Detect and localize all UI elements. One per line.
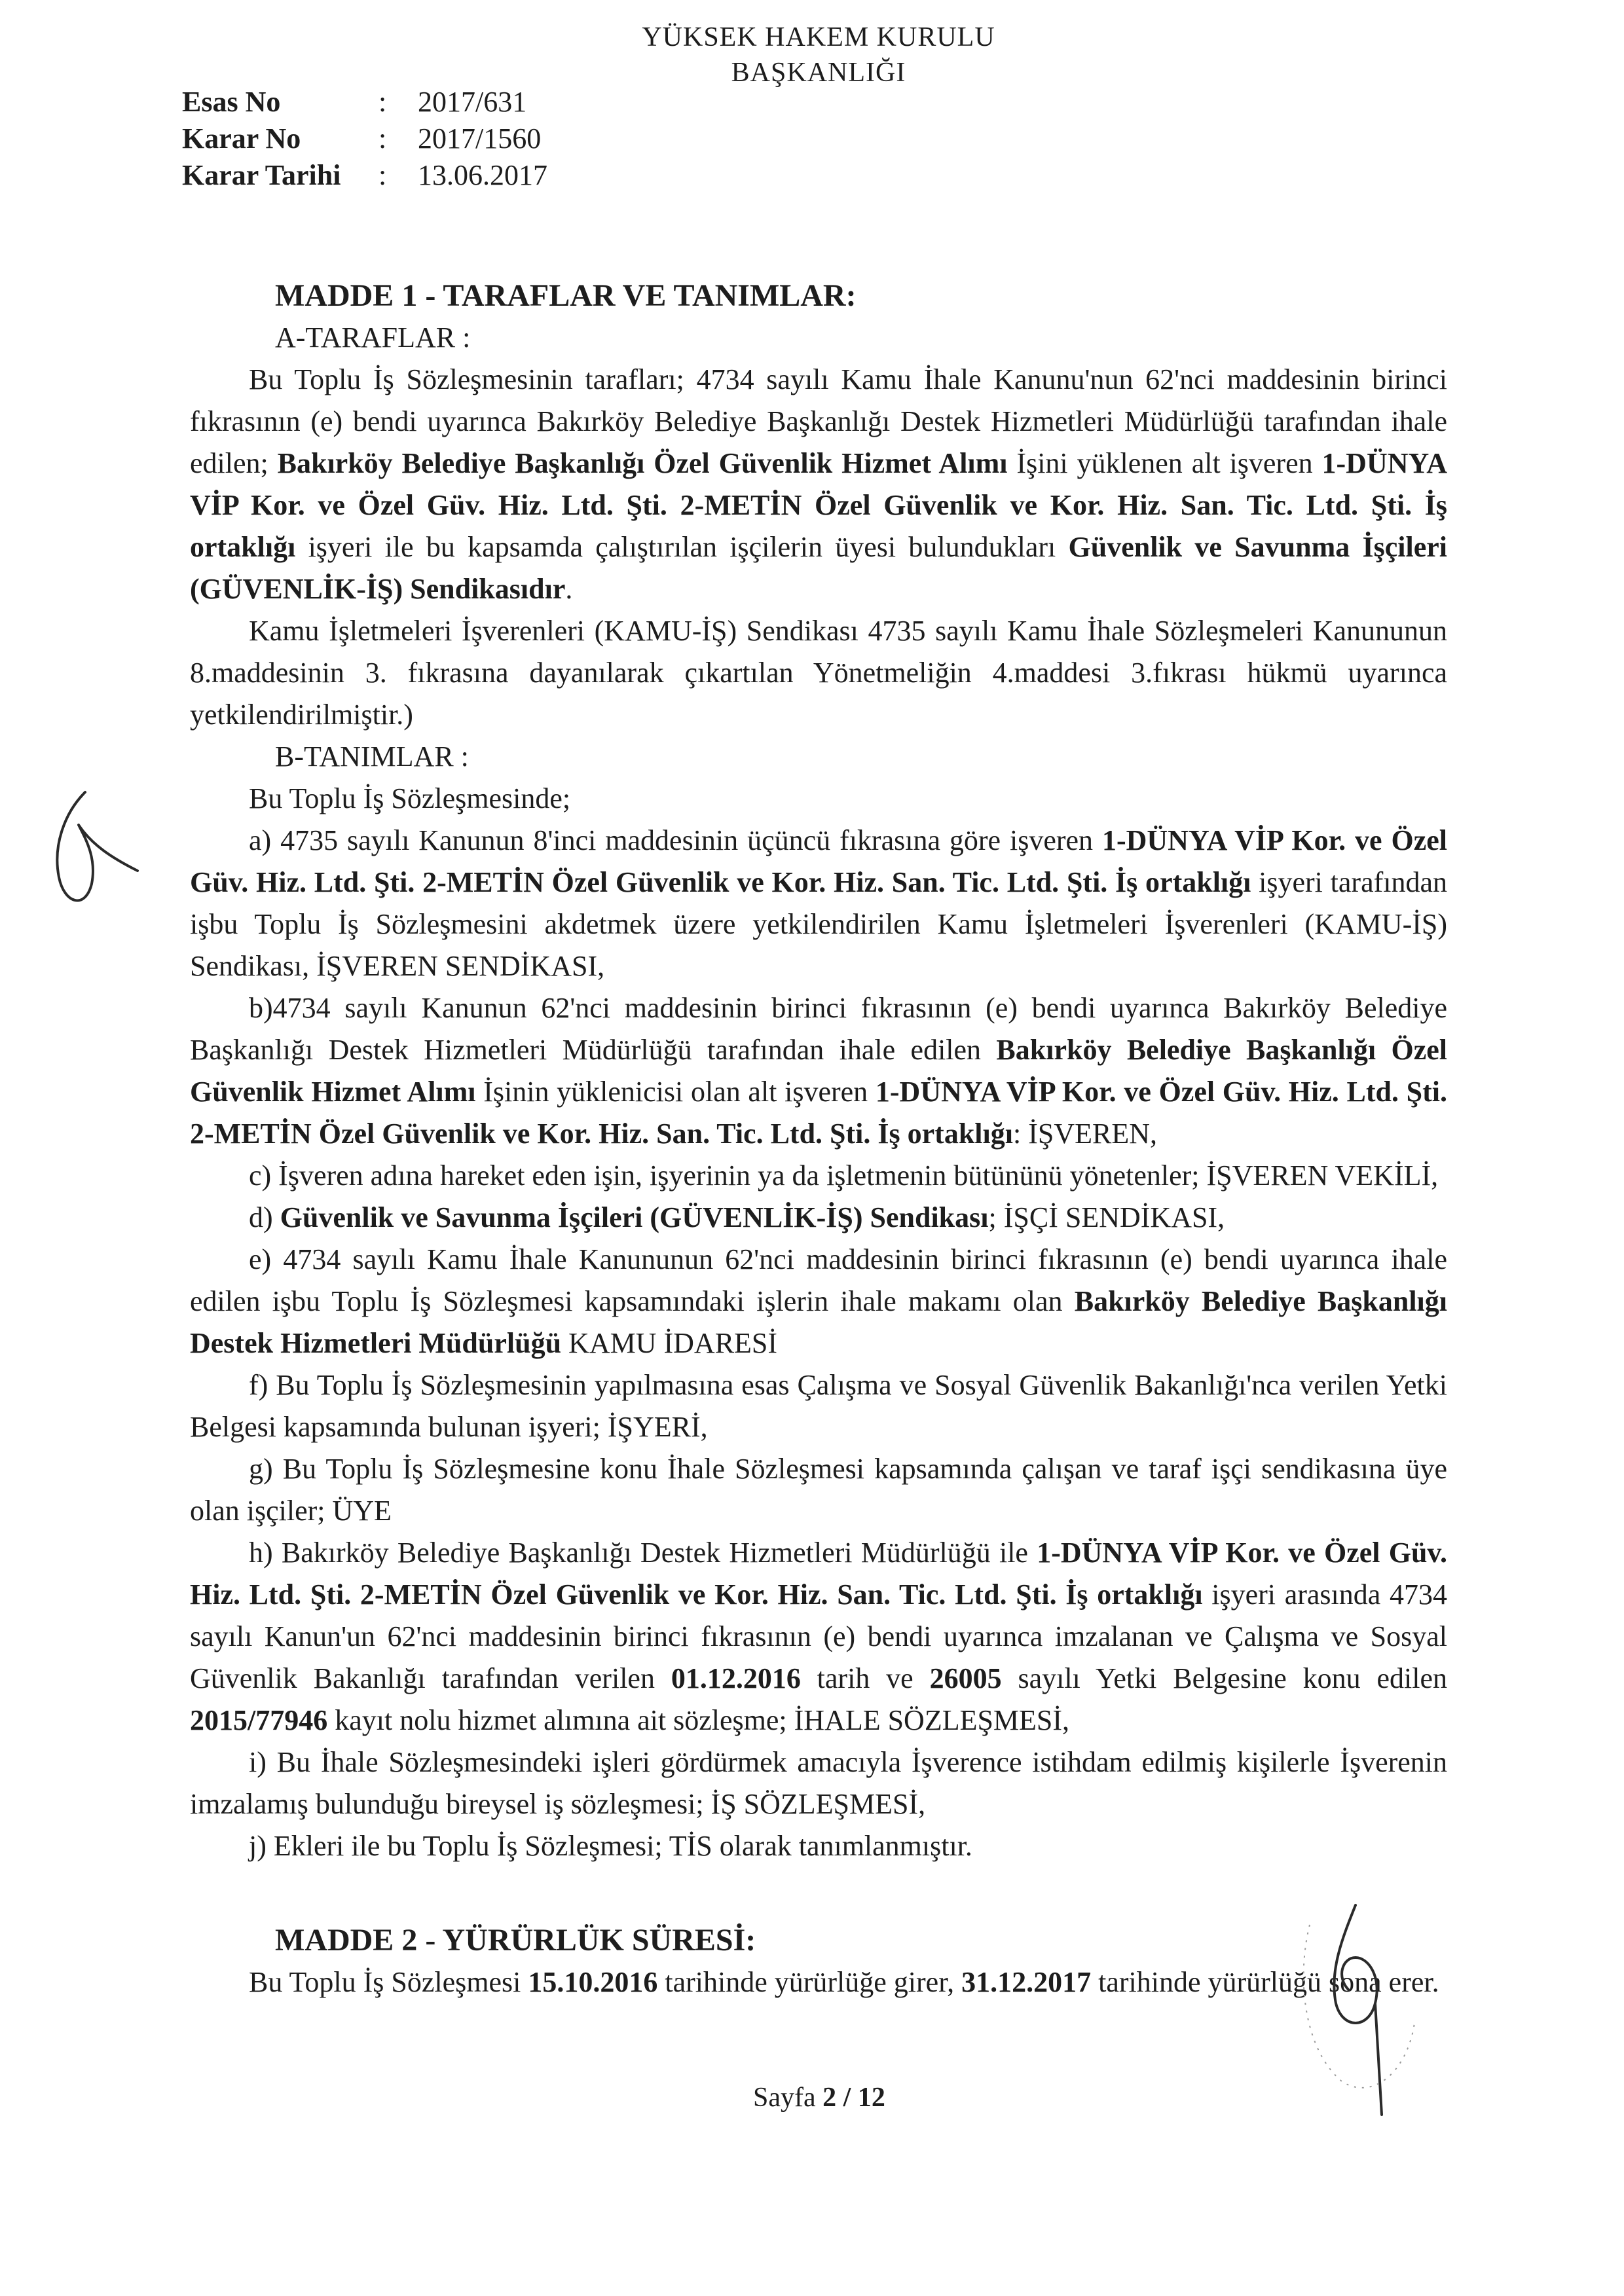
bold-run: Bakırköy Belediye Başkanlığı Destek Hizmetleri Müdürlüğü [190, 1285, 1448, 1359]
taraflar-paragraph-1 [190, 359, 1447, 610]
text-run: İşinin yüklenicisi olan alt işveren [475, 1076, 876, 1108]
page-number [753, 2082, 885, 2113]
definition-item-h [190, 1532, 1447, 1741]
tanimlar-heading: B-TANIMLAR : [275, 740, 469, 773]
text-run: işyeri tarafından işbu Toplu İş Sözleşmesini akdetmek üzere yetkilendirilen Kamu İşletmeleri İşverenleri (KAMU-İŞ) Sendikası, İŞVEREN SENDİKASI, [190, 866, 1447, 982]
esas-separator: : [378, 86, 387, 118]
karar-row [182, 120, 547, 157]
case-meta [182, 84, 547, 194]
text-run: KAMU İDARESİ [561, 1327, 778, 1359]
bold-run: 31.12.2017 [961, 1966, 1092, 1998]
tarih-row [182, 157, 547, 194]
text-run: d) [249, 1201, 280, 1233]
definition-item-b [190, 987, 1447, 1155]
definition-item-j: j) Ekleri ile bu Toplu İş Sözleşmesi; TİS olarak tanımlanmıştır. [249, 1830, 972, 1862]
text-run: tarihinde yürürlüğü sona erer. [1091, 1966, 1439, 1998]
bold-run: 26005 [929, 1662, 1002, 1694]
institution-line-1: YÜKSEK HAKEM KURULU [642, 22, 995, 52]
text-run: Bu Toplu İş Sözleşmesinin tarafları; 4734 sayılı Kamu İhale Kanunu'nun 62'nci maddesinin birinci fıkrasının (e) bendi uyarınca Bakırköy Belediye Başkanlığı Destek Hizmetleri Müdürlüğü tarafından ihale edilen; [190, 363, 1447, 479]
text-run: kayıt nolu hizmet alımına ait sözleşme; İHALE SÖZLEŞMESİ, [327, 1704, 1070, 1736]
definition-item-a [190, 820, 1447, 987]
text-run: tarih ve [800, 1662, 930, 1694]
bottom-right-signature-icon [1283, 1899, 1428, 2121]
definition-item-f: f) Bu Toplu İş Sözleşmesinin yapılmasına esas Çalışma ve Sosyal Güvenlik Bakanlığı'nca verilen Yetki Belgesi kapsamında bulunan işyeri; İŞYERİ, [190, 1369, 1447, 1443]
text-run: işyeri ile bu kapsamda çalıştırılan işçilerin üyesi bulundukları [295, 531, 1069, 563]
text-run: işyeri arasında 4734 sayılı Kanun'un 62'nci maddesinin birinci fıkrasının (e) bendi uyarınca imzalanan ve Çalışma ve Sosyal Güvenlik Bakanlığı tarafından verilen [190, 1578, 1448, 1694]
text-run: tarihinde yürürlüğe girer, [657, 1966, 962, 1998]
madde1-heading: MADDE 1 - TARAFLAR VE TANIMLAR: [275, 278, 857, 313]
left-margin-signature-icon [39, 786, 157, 936]
definition-item-e [190, 1239, 1447, 1364]
institution-header [589, 20, 1048, 90]
text-run: sayılı Yetki Belgesine konu edilen [1001, 1662, 1447, 1694]
bold-run: 1-DÜNYA VİP Kor. ve Özel Güv. Hiz. Ltd. Şti. 2-METİN Özel Güvenlik ve Kor. Hiz. San. Tic. Ltd. Şti. İş ortaklığı [190, 1076, 1447, 1150]
karar-value: 2017/1560 [418, 122, 542, 155]
text-run: : İŞVEREN, [1012, 1118, 1157, 1150]
page-total: 12 [857, 2083, 885, 2113]
karar-separator: : [378, 122, 387, 155]
bold-run: Güvenlik ve Savunma İşçileri (GÜVENLİK-İŞ) Sendikasıdır [190, 531, 1448, 605]
text-run: a) 4735 sayılı Kanunun 8'inci maddesinin üçüncü fıkrasına göre işveren [249, 824, 1102, 856]
text-run: b)4734 sayılı Kanunun 62'nci maddesinin birinci fıkrasının (e) bendi uyarınca Bakırköy Belediye Başkanlığı Destek Hizmetleri Müdürlüğü tarafından ihale edilen [190, 992, 1447, 1066]
page-word: Sayfa [753, 2083, 816, 2113]
bold-run: 2015/77946 [190, 1704, 328, 1736]
madde2-heading: MADDE 2 - YÜRÜRLÜK SÜRESİ: [275, 1923, 756, 1958]
esas-value: 2017/631 [418, 86, 527, 118]
bold-run: Bakırköy Belediye Başkanlığı Özel Güvenlik Hizmet Alımı [190, 1034, 1447, 1108]
text-run: h) Bakırköy Belediye Başkanlığı Destek Hizmetleri Müdürlüğü ile [249, 1537, 1037, 1569]
text-run: e) 4734 sayılı Kamu İhale Kanununun 62'nci maddesinin birinci fıkrasının (e) bendi uyarınca ihale edilen işbu Toplu İş Sözleşmesi kapsamındaki işlerin ihale makamı olan [190, 1243, 1447, 1317]
definition-item-c: c) İşveren adına hareket eden işin, işyerinin ya da işletmenin bütününü yönetenler; İŞVEREN VEKİLİ, [249, 1159, 1439, 1192]
definition-item-d [190, 1197, 1447, 1239]
bold-run: Güvenlik ve Savunma İşçileri (GÜVENLİK-İŞ) Sendikası [280, 1201, 989, 1233]
taraflar-heading: A-TARAFLAR : [275, 321, 471, 354]
tarih-label: Karar Tarihi [182, 159, 341, 191]
text-run: ; İŞÇİ SENDİKASI, [988, 1201, 1225, 1233]
bold-run: 01.12.2016 [671, 1662, 801, 1694]
esas-label: Esas No [182, 86, 281, 118]
definition-item-g: g) Bu Toplu İş Sözleşmesine konu İhale Sözleşmesi kapsamında çalışan ve taraf işçi sendikasına üye olan işçiler; ÜYE [190, 1453, 1447, 1527]
definition-item-i: i) Bu İhale Sözleşmesindeki işleri gördürmek amacıyla İşverence istihdam edilmiş kişilerle İşverenin imzalamış bulunduğu bireysel iş sözleşmesi; İŞ SÖZLEŞMESİ, [190, 1746, 1447, 1820]
bold-run: 15.10.2016 [528, 1966, 658, 1998]
document-body [190, 262, 1447, 2003]
madde2-paragraph [190, 1961, 1447, 2003]
text-run: İşini yüklenen alt işveren [1007, 447, 1322, 479]
institution-line-2: BAŞKANLIĞI [731, 58, 906, 88]
section-spacer [190, 1867, 1447, 1906]
tarih-value: 13.06.2017 [418, 159, 547, 191]
bold-run: 1-DÜNYA VİP Kor. ve Özel Güv. Hiz. Ltd. Şti. 2-METİN Özel Güvenlik ve Kor. Hiz. San. Tic. Ltd. Şti. İş ortaklığı [190, 447, 1448, 563]
text-run: . [565, 573, 573, 605]
taraflar-paragraph-2: Kamu İşletmeleri İşverenleri (KAMU-İŞ) Sendikası 4735 sayılı Kamu İhale Sözleşmeleri Kanununun 8.maddesinin 3. fıkrasına dayanılarak çıkartılan Yönetmeliğin 4.maddesi 3.fıkrası hükmü uyarınca yetkilendirilmiştir.) [190, 615, 1447, 731]
page-separator: / [843, 2083, 851, 2113]
tarih-separator: : [378, 159, 387, 191]
tanimlar-intro: Bu Toplu İş Sözleşmesinde; [249, 782, 571, 814]
bold-run: 1-DÜNYA VİP Kor. ve Özel Güv. Hiz. Ltd. Şti. 2-METİN Özel Güvenlik ve Kor. Hiz. San. Tic. Ltd. Şti. İş ortaklığı [190, 1537, 1448, 1611]
bold-run: 1-DÜNYA VİP Kor. ve Özel Güv. Hiz. Ltd. Şti. 2-METİN Özel Güvenlik ve Kor. Hiz. San. Tic. Ltd. Şti. İş ortaklığı [190, 824, 1447, 898]
page-current: 2 [822, 2083, 837, 2113]
esas-row [182, 84, 547, 120]
karar-label: Karar No [182, 122, 301, 155]
bold-run: Bakırköy Belediye Başkanlığı Özel Güvenlik Hizmet Alımı [277, 447, 1008, 479]
text-run: Bu Toplu İş Sözleşmesi [249, 1966, 528, 1998]
